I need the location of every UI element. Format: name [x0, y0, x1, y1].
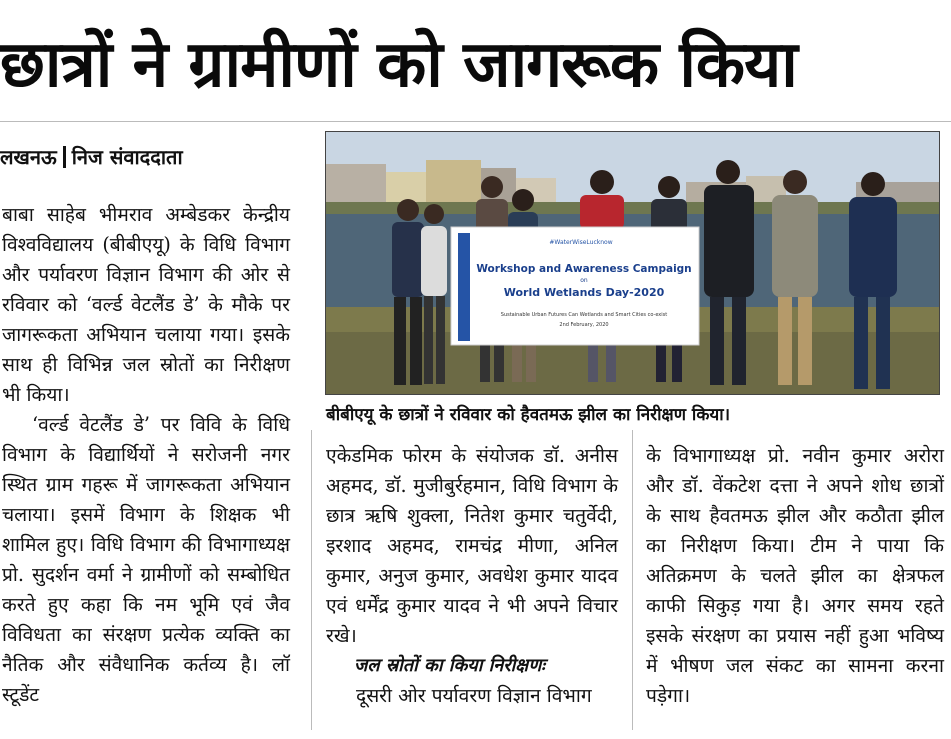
byline-separator: [63, 146, 66, 168]
banner-title-1: Workshop and Awareness Campaign: [476, 263, 692, 275]
sub-heading: जल स्रोतों का किया निरीक्षणः: [354, 655, 545, 676]
byline-place: लखनऊ: [0, 145, 57, 169]
column-divider: [311, 430, 312, 730]
banner-hashtag: #WaterWiseLucknow: [549, 239, 613, 246]
article-column-3: [646, 441, 944, 711]
article-column-1: [2, 200, 290, 710]
byline: [0, 143, 183, 170]
article-paragraph: एकेडमिक फोरम के संयोजक डॉ. अनीस अहमद, डॉ. मुजीबुर्रहमान, विधि विभाग के छात्र ऋषि शुक्ला, नितेश कुमार चतुर्वेदी, इरशाद अहमद, रामचंद्र मीणा, अनिल कुमार, अनुज कुमार, अवधेश कुमार यादव एवं धर्मेंद्र कुमार यादव ने भी अपने विचार रखे।: [326, 444, 618, 647]
article-paragraph: ‘वर्ल्ड वेटलैंड डे’ पर विवि के विधि विभाग के विद्यार्थियों ने सरोजनी नगर स्थित ग्राम गहरू में जागरूकता अभियान चलाया। इसमें विभाग के शिक्षक भी शामिल हुए। विधि विभाग की विभागाध्यक्ष प्रो. सुदर्शन वर्मा ने ग्रामीणों को सम्बोधित करते हुए कहा कि नम भूमि एवं जैव विविधता का संरक्षण प्रत्येक व्यक्ति का नैतिक और संवैधानिक कर्तव्य है। लॉ स्टूडेंट: [2, 413, 290, 706]
banner-date: 2nd February, 2020: [559, 322, 609, 328]
campaign-banner: [451, 227, 699, 345]
banner-on: on: [580, 277, 588, 284]
article-paragraph: के विभागाध्यक्ष प्रो. नवीन कुमार अरोरा और डॉ. वेंकटेश दत्ता ने अपने शोध छात्रों के साथ हैवतमऊ झील और कठौता झील का निरीक्षण किया। टीम ने पाया कि अतिक्रमण के चलते झील का क्षेत्रफल काफी सिकुड़ गया है। अगर समय रहते इसके संरक्षण का प्रयास नहीं हुआ भविष्य में भीषण जल संकट का सामना करना पड़ेगा।: [646, 444, 944, 707]
headline: छात्रों ने ग्रामीणों को जागरूक किया: [0, 28, 797, 102]
divider: [0, 121, 951, 122]
news-photo: [325, 131, 940, 395]
column-divider: [632, 430, 633, 730]
banner-subtitle: Sustainable Urban Futures Can Wetlands and Smart Cities co-exist: [500, 312, 668, 318]
article-column-2: [326, 441, 618, 711]
byline-reporter: निज संवाददाता: [71, 145, 183, 169]
banner-title-2: World Wetlands Day-2020: [503, 286, 665, 299]
photo-caption: बीबीएयू के छात्रों ने रविवार को हैवतमऊ झील का निरीक्षण किया।: [326, 405, 731, 425]
article-paragraph: बाबा साहेब भीमराव अम्बेडकर केन्द्रीय विश्वविद्यालय (बीबीएयू) के विधि विभाग और पर्यावरण विज्ञान विभाग की ओर से रविवार को ‘वर्ल्ड वेटलैंड डे’ के मौके पर जागरूकता अभियान चलाया गया। इसके साथ ही विभिन्न जल स्रोतों का निरीक्षण भी किया।: [2, 203, 290, 406]
article-paragraph: दूसरी ओर पर्यावरण विज्ञान विभाग: [356, 684, 592, 707]
photo-scene: [326, 132, 939, 394]
